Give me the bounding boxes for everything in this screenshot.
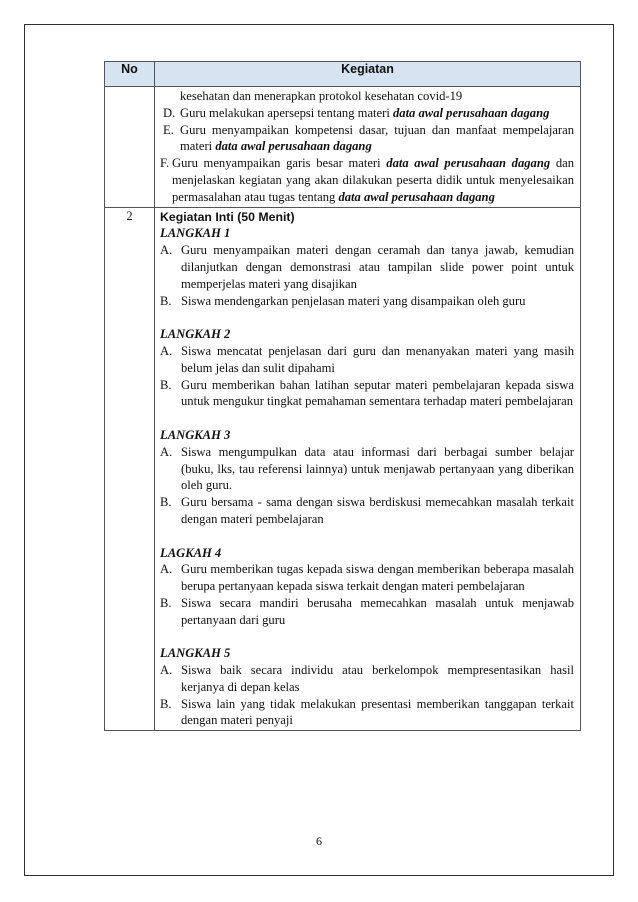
list-item: [160, 561, 574, 595]
table-row: [105, 87, 581, 208]
item-label: F.: [160, 156, 170, 171]
item-label: B.: [160, 495, 172, 510]
header-kegiatan: Kegiatan: [155, 62, 581, 87]
item-label: B.: [160, 696, 172, 711]
list-item: [160, 242, 574, 292]
item-text: Guru menyampaikan garis besar materi data awal perusahaan dagang dan menjelaskan kegiatan yang akan dilakukan peserta didik untuk menyelesaikan permasalahan atau tugas tentang data awal perusahaan dagang: [172, 156, 574, 204]
item-label: D.: [163, 105, 176, 120]
list-item: [160, 595, 574, 629]
list-item: [160, 293, 574, 310]
item-text: Guru menyampaikan kompetensi dasar, tujuan dan manfaat mempelajaran materi data awal perusahaan dagang: [180, 122, 574, 154]
item-text: Guru memberikan bahan latihan seputar materi pembelajaran kepada siswa untuk mengukur tingkat pemahaman sementara terhadap materi pembelajaran: [181, 377, 574, 409]
list-item: [160, 444, 574, 494]
item-label: A.: [160, 343, 173, 358]
item-text: Siswa mengumpulkan data atau informasi dari berbagai sumber belajar (buku, lks, tau referensi lainnya) untuk menjawab pertanyaan yang diberikan oleh guru.: [181, 444, 574, 493]
item-text: Siswa baik secara individu atau berkelompok mempresentasikan hasil kerjanya di depan kelas: [181, 663, 574, 694]
step-title: LANGKAH 3: [160, 427, 231, 442]
emphasis-text: data awal perusahaan dagang: [338, 189, 495, 204]
item-label: B.: [160, 377, 172, 392]
item-label: B.: [160, 293, 172, 308]
item-text: Guru melakukan apersepsi tentang materi data awal perusahaan dagang: [180, 105, 550, 120]
step-title: LAGKAH 4: [160, 545, 222, 560]
table-row: [105, 207, 581, 731]
list-item: [160, 494, 574, 528]
item-text: Siswa lain yang tidak melakukan presentasi memberikan tanggapan terkait dengan materi penyaji: [181, 696, 574, 728]
activity-table: [104, 61, 581, 731]
item-label: E.: [163, 122, 174, 137]
item-label: B.: [160, 595, 172, 610]
item-text: Guru bersama - sama dengan siswa berdiskusi memecahkan masalah terkait dengan materi pembelajaran: [181, 495, 574, 526]
item-label: A.: [160, 444, 173, 459]
activity-cell: [155, 207, 581, 731]
header-no: No: [105, 62, 155, 87]
list-item: [160, 377, 574, 411]
list-item: [160, 105, 574, 122]
list-item: [160, 343, 574, 377]
step-title: LANGKAH 1: [160, 226, 231, 241]
row-number: [105, 87, 155, 208]
list-item: [160, 122, 574, 156]
item-text: Guru memberikan tugas kepada siswa dengan memberikan beberapa masalah berupa pertanyaan kepada siswa terkait dengan materi pembelajaran: [181, 562, 574, 594]
step-title: LANGKAH 2: [160, 327, 231, 342]
item-label: A.: [160, 663, 173, 678]
item-text: Siswa mendengarkan penjelasan materi yang disampaikan oleh guru: [181, 293, 526, 308]
emphasis-text: data awal perusahaan dagang: [386, 156, 551, 171]
emphasis-text: data awal perusahaan dagang: [392, 105, 550, 120]
list-item: [160, 696, 574, 730]
activity-cell: [155, 87, 581, 208]
item-label: A.: [160, 562, 173, 577]
list-item: [160, 662, 574, 696]
emphasis-text: data awal perusahaan dagang: [215, 139, 372, 154]
item-text: Siswa mencatat penjelasan dari guru dan menanyakan materi yang masih belum jelas dan sulit dipahami: [181, 343, 574, 375]
step-title: LANGKAH 5: [160, 646, 231, 661]
table-header-row: [105, 62, 581, 87]
list-item: [160, 155, 574, 205]
page-number: 6: [316, 834, 322, 848]
item-label: A.: [160, 243, 173, 258]
item-text: Guru menyampaikan materi dengan ceramah dan tanya jawab, kemudian dilanjutkan dengan demonstrasi atau tampilan slide power point untuk memperjelas materi yang disajikan: [181, 243, 574, 291]
item-text: Siswa secara mandiri berusaha memecahkan masalah untuk menjawab pertanyaan dari guru: [181, 595, 574, 627]
row-number: 2: [105, 207, 155, 731]
section-title: Kegiatan Inti (50 Menit): [160, 209, 295, 224]
continued-text: kesehatan dan menerapkan protokol kesehatan covid-19: [180, 89, 463, 103]
